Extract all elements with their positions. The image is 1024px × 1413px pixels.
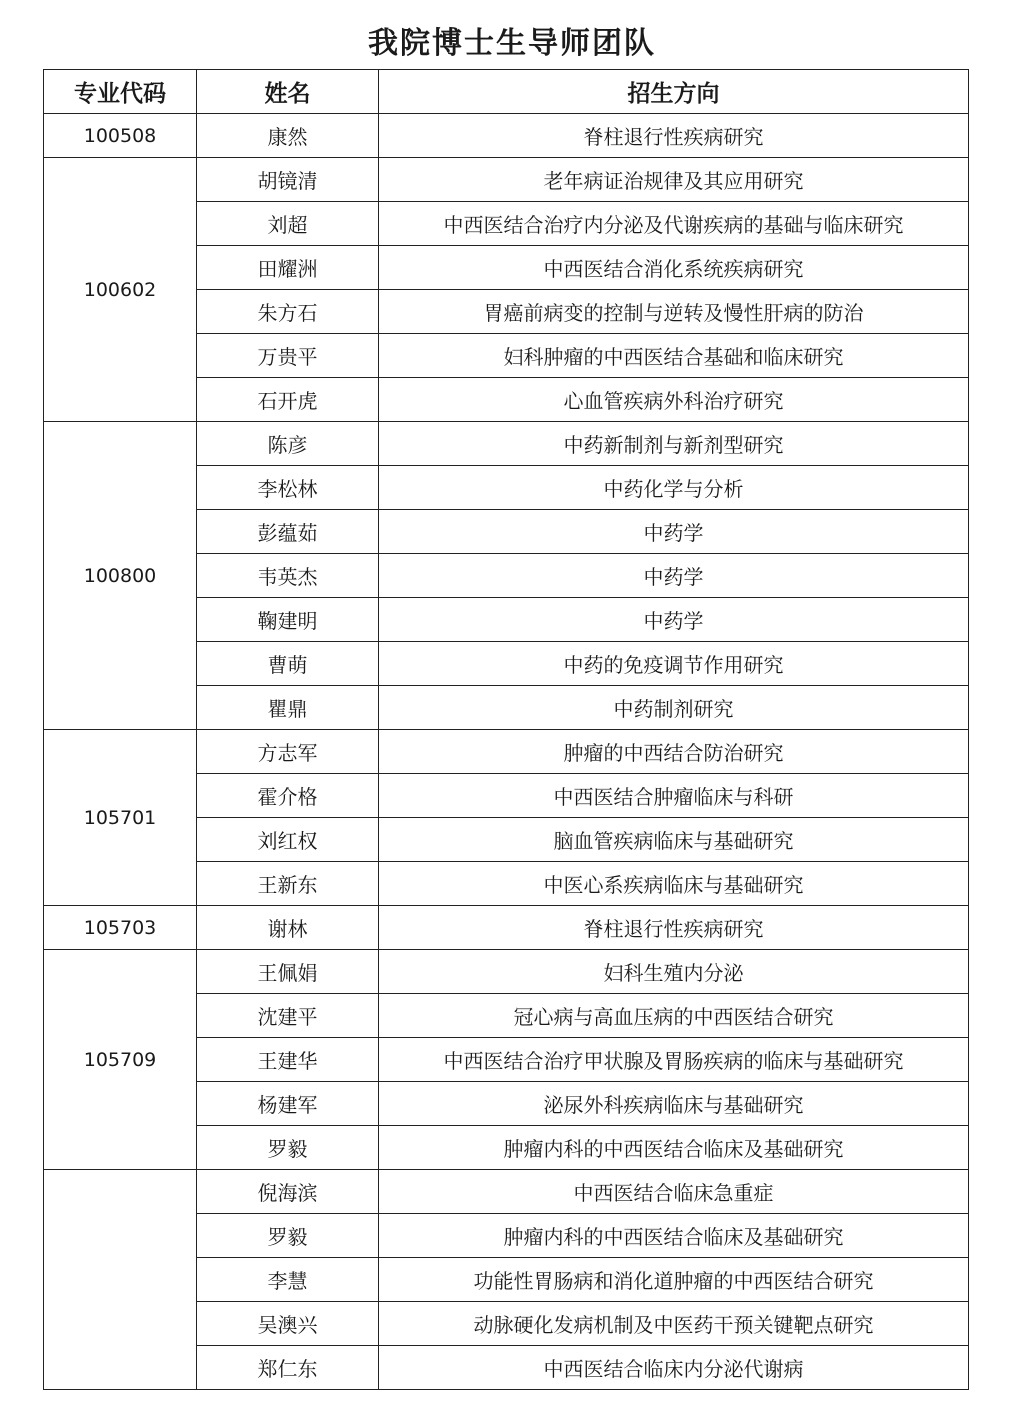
supervisor-name-cell: 刘超 [197,202,379,246]
supervisor-name-cell: 石开虎 [197,378,379,422]
supervisor-name-cell: 瞿鼎 [197,686,379,730]
supervisor-name-cell: 曹萌 [197,642,379,686]
table-row [44,1170,969,1214]
supervisor-name-cell: 倪海滨 [197,1170,379,1214]
supervisor-name-cell: 韦英杰 [197,554,379,598]
major-code-cell: 100508 [44,114,197,158]
research-direction-cell: 妇科肿瘤的中西医结合基础和临床研究 [379,334,969,378]
research-direction-cell: 中医心系疾病临床与基础研究 [379,862,969,906]
research-direction-cell: 中西医结合临床急重症 [379,1170,969,1214]
supervisor-name-cell: 王新东 [197,862,379,906]
major-code-cell: 105701 [44,730,197,906]
table-header-row [44,70,969,114]
research-direction-cell: 中西医结合治疗甲状腺及胃肠疾病的临床与基础研究 [379,1038,969,1082]
research-direction-cell: 胃癌前病变的控制与逆转及慢性肝病的防治 [379,290,969,334]
supervisor-name-cell: 罗毅 [197,1126,379,1170]
major-code-cell: 100602 [44,158,197,422]
major-code-cell: 105703 [44,906,197,950]
page-title: 我院博士生导师团队 [368,26,656,61]
supervisor-name-cell: 陈彦 [197,422,379,466]
research-direction-cell: 中药的免疫调节作用研究 [379,642,969,686]
research-direction-cell: 妇科生殖内分泌 [379,950,969,994]
supervisor-name-cell: 王建华 [197,1038,379,1082]
header-name: 姓名 [197,70,379,114]
supervisor-name-cell: 彭蕴茹 [197,510,379,554]
research-direction-cell: 肿瘤内科的中西医结合临床及基础研究 [379,1126,969,1170]
major-code-cell [44,1170,197,1390]
supervisor-name-cell: 方志军 [197,730,379,774]
major-code-cell: 105709 [44,950,197,1170]
table-row [44,114,969,158]
research-direction-cell: 动脉硬化发病机制及中医药干预关键靶点研究 [379,1302,969,1346]
supervisor-name-cell: 杨建军 [197,1082,379,1126]
research-direction-cell: 中西医结合临床内分泌代谢病 [379,1346,969,1390]
research-direction-cell: 冠心病与高血压病的中西医结合研究 [379,994,969,1038]
supervisor-name-cell: 沈建平 [197,994,379,1038]
major-code-cell: 100800 [44,422,197,730]
research-direction-cell: 中药新制剂与新剂型研究 [379,422,969,466]
research-direction-cell: 脊柱退行性疾病研究 [379,114,969,158]
supervisor-table [43,69,969,1390]
research-direction-cell: 脊柱退行性疾病研究 [379,906,969,950]
supervisor-name-cell: 朱方石 [197,290,379,334]
supervisor-name-cell: 康然 [197,114,379,158]
table-row [44,906,969,950]
supervisor-name-cell: 万贵平 [197,334,379,378]
supervisor-name-cell: 鞠建明 [197,598,379,642]
supervisor-name-cell: 李慧 [197,1258,379,1302]
supervisor-name-cell: 胡镜清 [197,158,379,202]
research-direction-cell: 中西医结合消化系统疾病研究 [379,246,969,290]
supervisor-name-cell: 刘红权 [197,818,379,862]
research-direction-cell: 中药化学与分析 [379,466,969,510]
header-direction: 招生方向 [379,70,969,114]
supervisor-name-cell: 吴澳兴 [197,1302,379,1346]
research-direction-cell: 老年病证治规律及其应用研究 [379,158,969,202]
research-direction-cell: 中西医结合肿瘤临床与科研 [379,774,969,818]
research-direction-cell: 肿瘤的中西结合防治研究 [379,730,969,774]
research-direction-cell: 功能性胃肠病和消化道肿瘤的中西医结合研究 [379,1258,969,1302]
supervisor-name-cell: 李松林 [197,466,379,510]
research-direction-cell: 中西医结合治疗内分泌及代谢疾病的基础与临床研究 [379,202,969,246]
research-direction-cell: 中药学 [379,554,969,598]
supervisor-name-cell: 王佩娟 [197,950,379,994]
research-direction-cell: 中药制剂研究 [379,686,969,730]
supervisor-name-cell: 郑仁东 [197,1346,379,1390]
supervisor-name-cell: 霍介格 [197,774,379,818]
supervisor-name-cell: 谢林 [197,906,379,950]
research-direction-cell: 中药学 [379,510,969,554]
research-direction-cell: 中药学 [379,598,969,642]
research-direction-cell: 肿瘤内科的中西医结合临床及基础研究 [379,1214,969,1258]
table-row [44,730,969,774]
supervisor-name-cell: 罗毅 [197,1214,379,1258]
header-major-code: 专业代码 [44,70,197,114]
supervisor-name-cell: 田耀洲 [197,246,379,290]
research-direction-cell: 脑血管疾病临床与基础研究 [379,818,969,862]
table-body [44,114,969,1390]
research-direction-cell: 泌尿外科疾病临床与基础研究 [379,1082,969,1126]
research-direction-cell: 心血管疾病外科治疗研究 [379,378,969,422]
table-row [44,158,969,202]
table-row [44,950,969,994]
table-row [44,422,969,466]
